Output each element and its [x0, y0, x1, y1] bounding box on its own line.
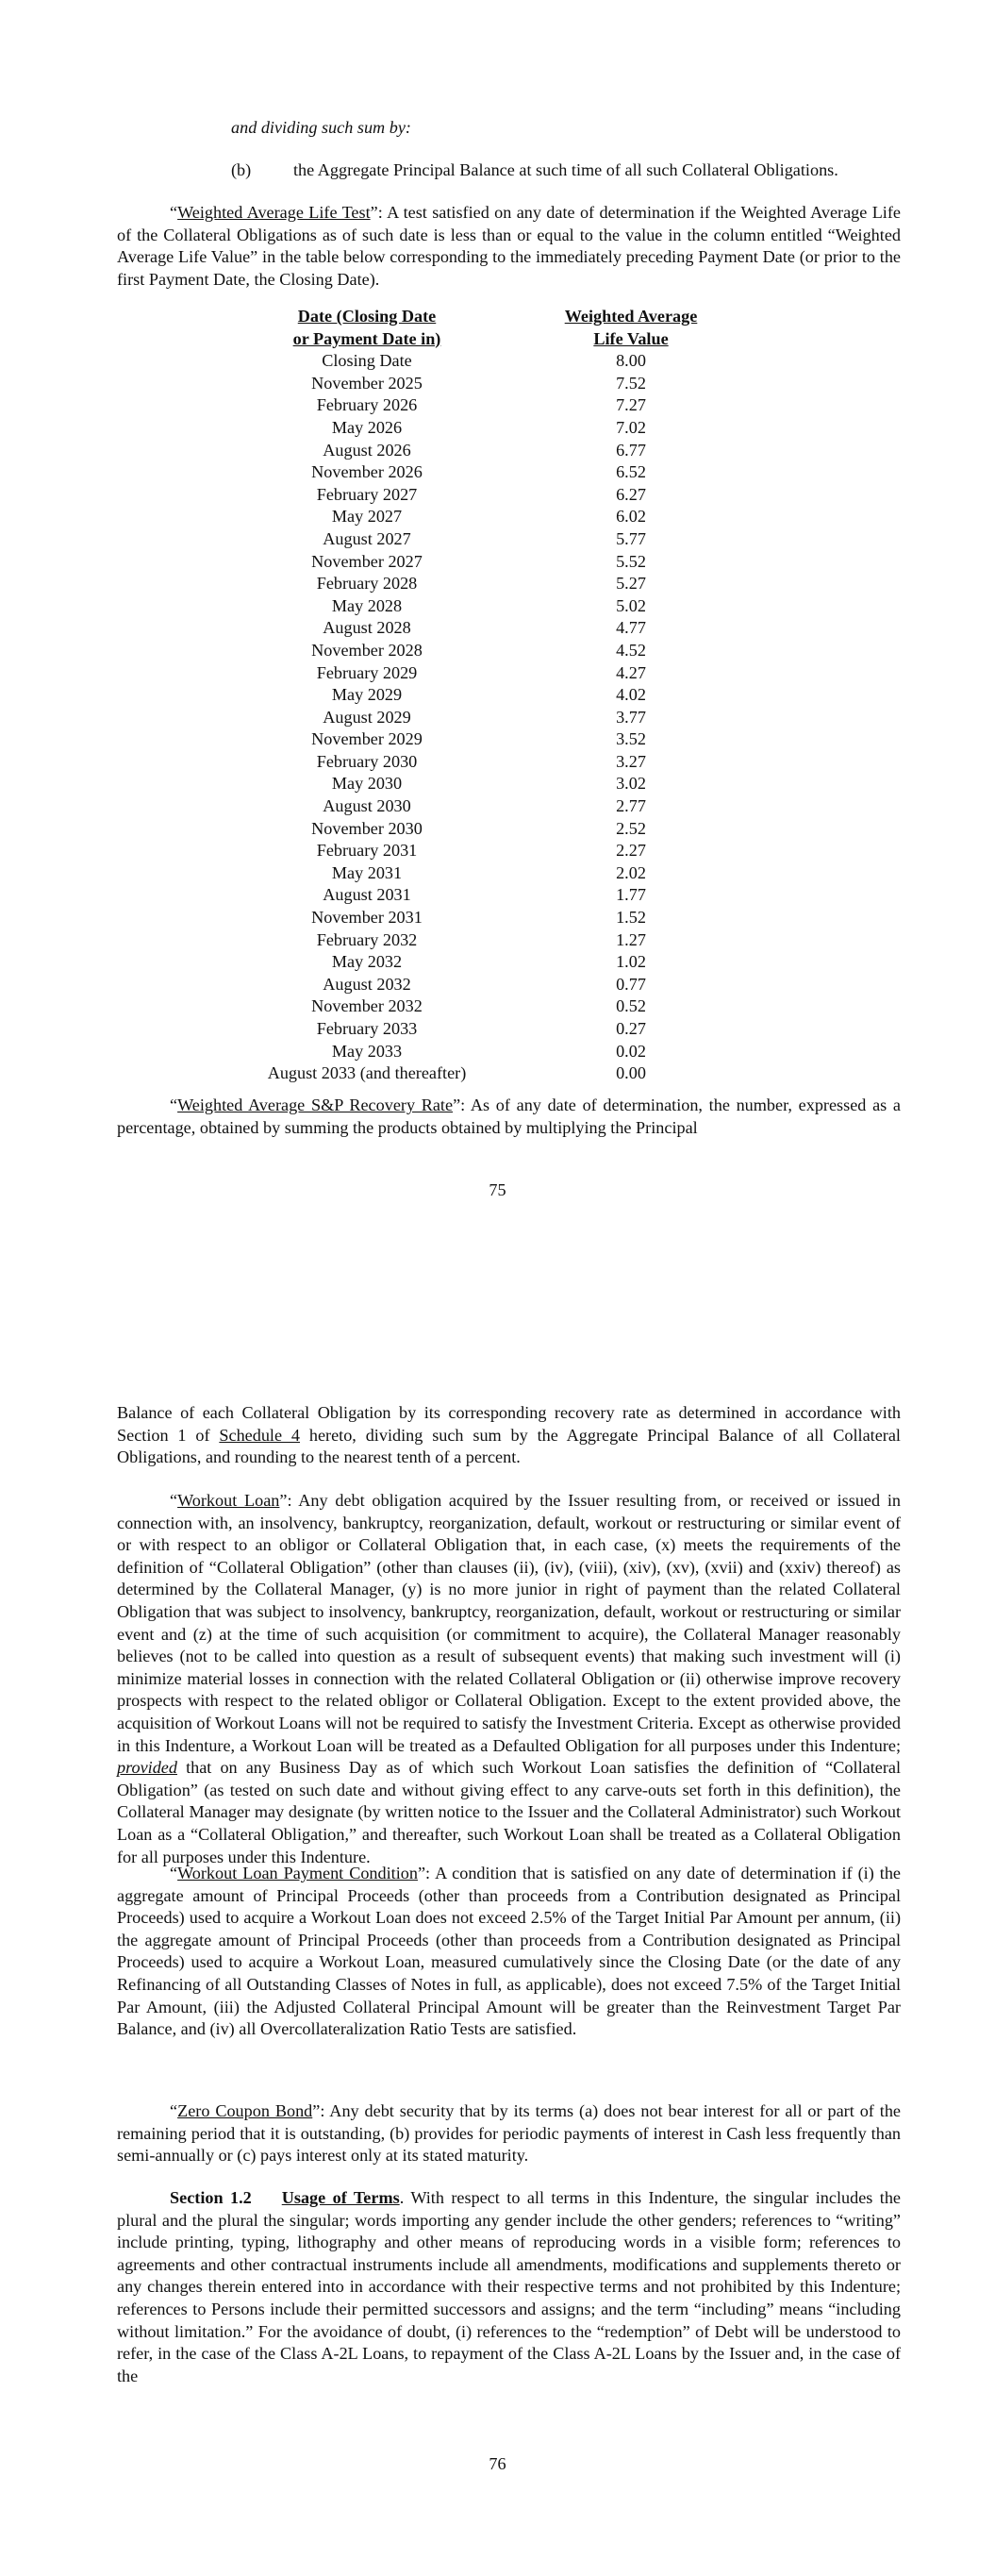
date-cell: May 2027 — [331, 507, 403, 527]
date-cell: August 2033 (and thereafter) — [267, 1063, 467, 1083]
wal-value-cell: 0.02 — [616, 1041, 646, 1061]
open-quote: “ — [170, 2101, 178, 2120]
wal-value-cell: 5.77 — [616, 528, 646, 548]
table-row — [249, 974, 721, 996]
header-date — [249, 306, 485, 350]
table-row — [249, 417, 721, 440]
schedule-4-reference: Schedule 4 — [219, 1425, 300, 1445]
table-row — [249, 1018, 721, 1041]
continuation-before: Balance of each Collateral Obligation by its corresponding recovery rate as determined in accordance with Section 1 of — [117, 1403, 901, 1445]
date-cell: November 2027 — [311, 551, 423, 571]
section-1-2-usage-of-terms — [117, 2187, 901, 2387]
wal-value-cell: 2.27 — [616, 841, 646, 861]
item-b-label: (b) — [231, 160, 252, 179]
wal-value-cell: 3.77 — [616, 707, 646, 727]
wal-value-cell: 1.27 — [616, 929, 646, 949]
table-row — [249, 595, 721, 618]
weighted-average-sp-recovery-rate-definition — [117, 1095, 901, 1139]
wal-value-cell: 6.02 — [616, 507, 646, 527]
date-cell: February 2026 — [316, 395, 418, 415]
table-body — [249, 350, 721, 1085]
table-row — [249, 662, 721, 685]
date-cell: May 2030 — [331, 774, 403, 794]
date-cell: February 2033 — [316, 1019, 418, 1038]
wal-value-cell: 2.77 — [616, 796, 646, 816]
wal-value-cell: 8.00 — [616, 351, 646, 371]
date-cell: August 2027 — [323, 528, 411, 548]
section-title: Usage of Terms — [281, 2188, 400, 2207]
section-number: Section 1.2 — [170, 2188, 252, 2207]
wal-value-cell: 5.52 — [616, 551, 646, 571]
date-cell: August 2031 — [323, 885, 411, 905]
table-row — [249, 350, 721, 373]
defined-term-zero-coupon-bond: Zero Coupon Bond — [177, 2101, 313, 2120]
open-quote: “ — [170, 1864, 178, 1882]
item-b — [231, 159, 838, 182]
table-row — [249, 373, 721, 395]
wal-value-cell: 0.27 — [616, 1019, 646, 1038]
weighted-average-life-table — [249, 306, 721, 1085]
page-number-76: 76 — [489, 2454, 506, 2473]
table-row — [249, 707, 721, 729]
zero-coupon-bond-definition — [117, 2100, 901, 2167]
defined-term-workout-loan: Workout Loan — [177, 1491, 280, 1510]
table-row — [249, 684, 721, 707]
workout-loan-body-2: that on any Business Day as of which such Workout Loan satisfies the definition of “Collateral Obligation” (as tested on such date and without giving effect to any carve-outs set forth in this definition), the Collateral Manager may designate (by written notice to the Issuer and the Collateral Administrator) such Workout Loan as a “Collateral Obligation,” and thereafter, such Workout Loan shall be treated as a Collateral Obligation for all purposes under this Indenture. — [117, 1758, 901, 1866]
wal-value-cell: 4.52 — [616, 640, 646, 660]
date-cell: August 2029 — [323, 707, 411, 727]
weighted-average-life-test-definition — [117, 202, 901, 291]
table-row — [249, 862, 721, 885]
open-quote: “ — [170, 1491, 178, 1510]
workout-condition-body: ”: A condition that is satisfied on any date of determination if (i) the aggregate amount of Principal Proceeds (other than proceeds from a Contribution designated as Principal Proceeds) used to acquire a Workout Loan does not exceed 2.5% of the Target Initial Par Amount per annum, (ii) the aggregate amount of Principal Proceeds (other than proceeds from a Contribution designated as Principal Proceeds) used to acquire a Workout Loan, measured cumulatively since the Closing Date (or the date of any Refinancing of all Outstanding Classes of Notes in full, as applicable), does not exceed 7.5% of the Target Initial Par Amount, (iii) the Adjusted Collateral Principal Amount will be greater than the Reinvestment Target Par Balance, and (iv) all Overcollateralization Ratio Tests are satisfied. — [117, 1864, 901, 2039]
header-wal-line1: Weighted Average — [564, 307, 698, 326]
date-cell: August 2030 — [323, 796, 411, 816]
open-quote: “ — [170, 1096, 178, 1114]
table-row — [249, 617, 721, 640]
date-cell: February 2029 — [316, 662, 418, 682]
wal-value-cell: 2.52 — [616, 818, 646, 838]
wal-value-cell: 7.52 — [616, 373, 646, 393]
table-row — [249, 773, 721, 795]
defined-term-wal-test: Weighted Average Life Test — [177, 203, 371, 222]
wal-value-cell: 0.77 — [616, 974, 646, 994]
zero-coupon-body: ”: Any debt security that by its terms (a) does not bear interest for all or part of the remaining period that it is outstanding, (b) provides for periodic payments of interest in Cash less frequently than semi-annually or (c) pays interest only at its stated maturity. — [117, 2101, 901, 2166]
wal-value-cell: 6.27 — [616, 484, 646, 504]
table-row — [249, 907, 721, 929]
wal-value-cell: 4.77 — [616, 618, 646, 638]
date-cell: November 2025 — [311, 373, 423, 393]
table-row — [249, 440, 721, 462]
table-row — [249, 1062, 721, 1085]
table-row — [249, 818, 721, 841]
date-cell: May 2029 — [331, 685, 403, 705]
date-cell: August 2032 — [323, 974, 411, 994]
table-header-row — [249, 306, 721, 350]
table-row — [249, 573, 721, 595]
defined-term-workout-payment-condition: Workout Loan Payment Condition — [177, 1864, 418, 1882]
date-cell: February 2030 — [316, 751, 418, 771]
header-wal-line2: Life Value — [593, 328, 669, 348]
date-cell: November 2032 — [311, 996, 423, 1016]
date-cell: May 2033 — [331, 1041, 403, 1061]
table-row — [249, 951, 721, 974]
date-cell: May 2028 — [331, 595, 403, 615]
wal-value-cell: 5.02 — [616, 595, 646, 615]
date-cell: May 2026 — [331, 417, 403, 437]
header-wal-value — [485, 306, 721, 350]
wal-value-cell: 6.52 — [616, 462, 646, 482]
date-cell: Closing Date — [322, 351, 412, 371]
wal-value-cell: 1.52 — [616, 908, 646, 928]
date-cell: November 2028 — [311, 640, 423, 660]
date-cell: August 2026 — [323, 440, 411, 460]
wal-value-cell: 2.02 — [616, 862, 646, 882]
wal-value-cell: 3.27 — [616, 751, 646, 771]
workout-loan-definition — [117, 1490, 901, 1868]
section-body: . With respect to all terms in this Indenture, the singular includes the plural and the plural the singular; words importing any gender include the other genders; references to “writing” include printing, typing, lithography and other means of reproducing words in a visible form; references to agreements and other contractual instruments include all amendments, modifications and supplements thereto or any changes therein entered into in accordance with their respective terms and not prohibited by this Indenture; references to Persons include their permitted successors and assigns; and the term “including” means “including without limitation.” For the avoidance of doubt, (i) references to the “redemption” of Debt will be understood to refer, in the case of the Class A-2L Loans, to repayment of the Class A-2L Loans by the Issuer and, in the case of the — [117, 2188, 901, 2385]
wal-test-body: ”: A test satisfied on any date of determination if the Weighted Average Life of the Collateral Obligations as of such date is less than or equal to the value in the column entitled “Weighted Average Life Value” in the table below corresponding to the immediately preceding Payment Date (or prior to the first Payment Date, the Closing Date). — [117, 203, 901, 289]
wal-value-cell: 6.77 — [616, 440, 646, 460]
table-row — [249, 884, 721, 907]
wal-value-cell: 1.77 — [616, 885, 646, 905]
date-cell: February 2028 — [316, 574, 418, 594]
table-row — [249, 461, 721, 484]
intro-line: and dividing such sum by: — [231, 118, 411, 137]
table-row — [249, 551, 721, 574]
wal-value-cell: 4.27 — [616, 662, 646, 682]
provided-term: provided — [117, 1758, 177, 1778]
item-b-text: the Aggregate Principal Balance at such time of all such Collateral Obligations. — [293, 160, 838, 179]
wal-value-cell: 0.00 — [616, 1063, 646, 1083]
workout-loan-payment-condition-definition — [117, 1863, 901, 2041]
table-row — [249, 1041, 721, 1063]
date-cell: February 2031 — [316, 841, 418, 861]
wal-value-cell: 7.27 — [616, 395, 646, 415]
table-row — [249, 484, 721, 507]
table-row — [249, 394, 721, 417]
defined-term-sp-recovery-rate: Weighted Average S&P Recovery Rate — [177, 1096, 454, 1114]
date-cell: November 2031 — [311, 908, 423, 928]
date-cell: February 2032 — [316, 929, 418, 949]
wal-value-cell: 5.27 — [616, 574, 646, 594]
date-cell: November 2029 — [311, 729, 423, 749]
table-row — [249, 506, 721, 528]
table-row — [249, 929, 721, 952]
date-cell: February 2027 — [316, 484, 418, 504]
table-row — [249, 795, 721, 818]
date-cell: August 2028 — [323, 618, 411, 638]
table-row — [249, 728, 721, 751]
wal-value-cell: 7.02 — [616, 417, 646, 437]
date-cell: November 2030 — [311, 818, 423, 838]
date-cell: May 2031 — [331, 862, 403, 882]
workout-loan-body-1: ”: Any debt obligation acquired by the Issuer resulting from, or received or issued in connection with, an insolvency, bankruptcy, reorganization, default, workout or restructuring or similar event of or with respect to an obligor or Collateral Obligation that, in each case, (x) meets the requirements of the definition of “Collateral Obligation” (other than clauses (ii), (iv), (viii), (xiv), (xv), (xvii) and (xxiv) thereof) as determined by the Collateral Manager, (y) is no more junior in right of payment than the related Collateral Obligation that was subject to insolvency, bankruptcy, reorganization, default, workout or restructuring or similar event and (z) at the time of such acquisition (or commitment to acquire), the Collateral Manager reasonably believes (not to be called into question as a result of subsequent events) that making such investment will (i) minimize material losses in connection with the related Collateral Obligation or (ii) otherwise improve recovery prospects with respect to the related obligor or Collateral Obligation. Except to the extent provided above, the acquisition of Workout Loans will not be required to satisfy the Investment Criteria. Except as otherwise provided in this Indenture, a Workout Loan will be treated as a Defaulted Obligation for all purposes under this Indenture; — [117, 1491, 901, 1755]
table-row — [249, 751, 721, 774]
wal-value-cell: 1.02 — [616, 952, 646, 972]
sp-recovery-continuation — [117, 1402, 901, 1469]
page-76 — [0, 1340, 995, 2576]
sp-recovery-body: ”: As of any date of determination, the number, expressed as a percentage, obtained by summing the products obtained by multiplying the Principal — [117, 1096, 901, 1137]
table-row — [249, 995, 721, 1018]
table-row — [249, 640, 721, 662]
page-number-75: 75 — [489, 1180, 506, 1199]
header-date-line1: Date (Closing Date — [297, 307, 437, 326]
continuation-after: hereto, dividing such sum by the Aggregate Principal Balance of all Collateral Obligations, and rounding to the nearest tenth of a percent. — [117, 1425, 901, 1467]
wal-value-cell: 3.52 — [616, 729, 646, 749]
wal-value-cell: 4.02 — [616, 685, 646, 705]
open-quote: “ — [170, 203, 178, 222]
date-cell: May 2032 — [331, 952, 403, 972]
wal-value-cell: 3.02 — [616, 774, 646, 794]
table-row — [249, 528, 721, 551]
wal-value-cell: 0.52 — [616, 996, 646, 1016]
date-cell: November 2026 — [311, 462, 423, 482]
header-date-line2: or Payment Date in) — [292, 328, 441, 348]
table-row — [249, 840, 721, 862]
